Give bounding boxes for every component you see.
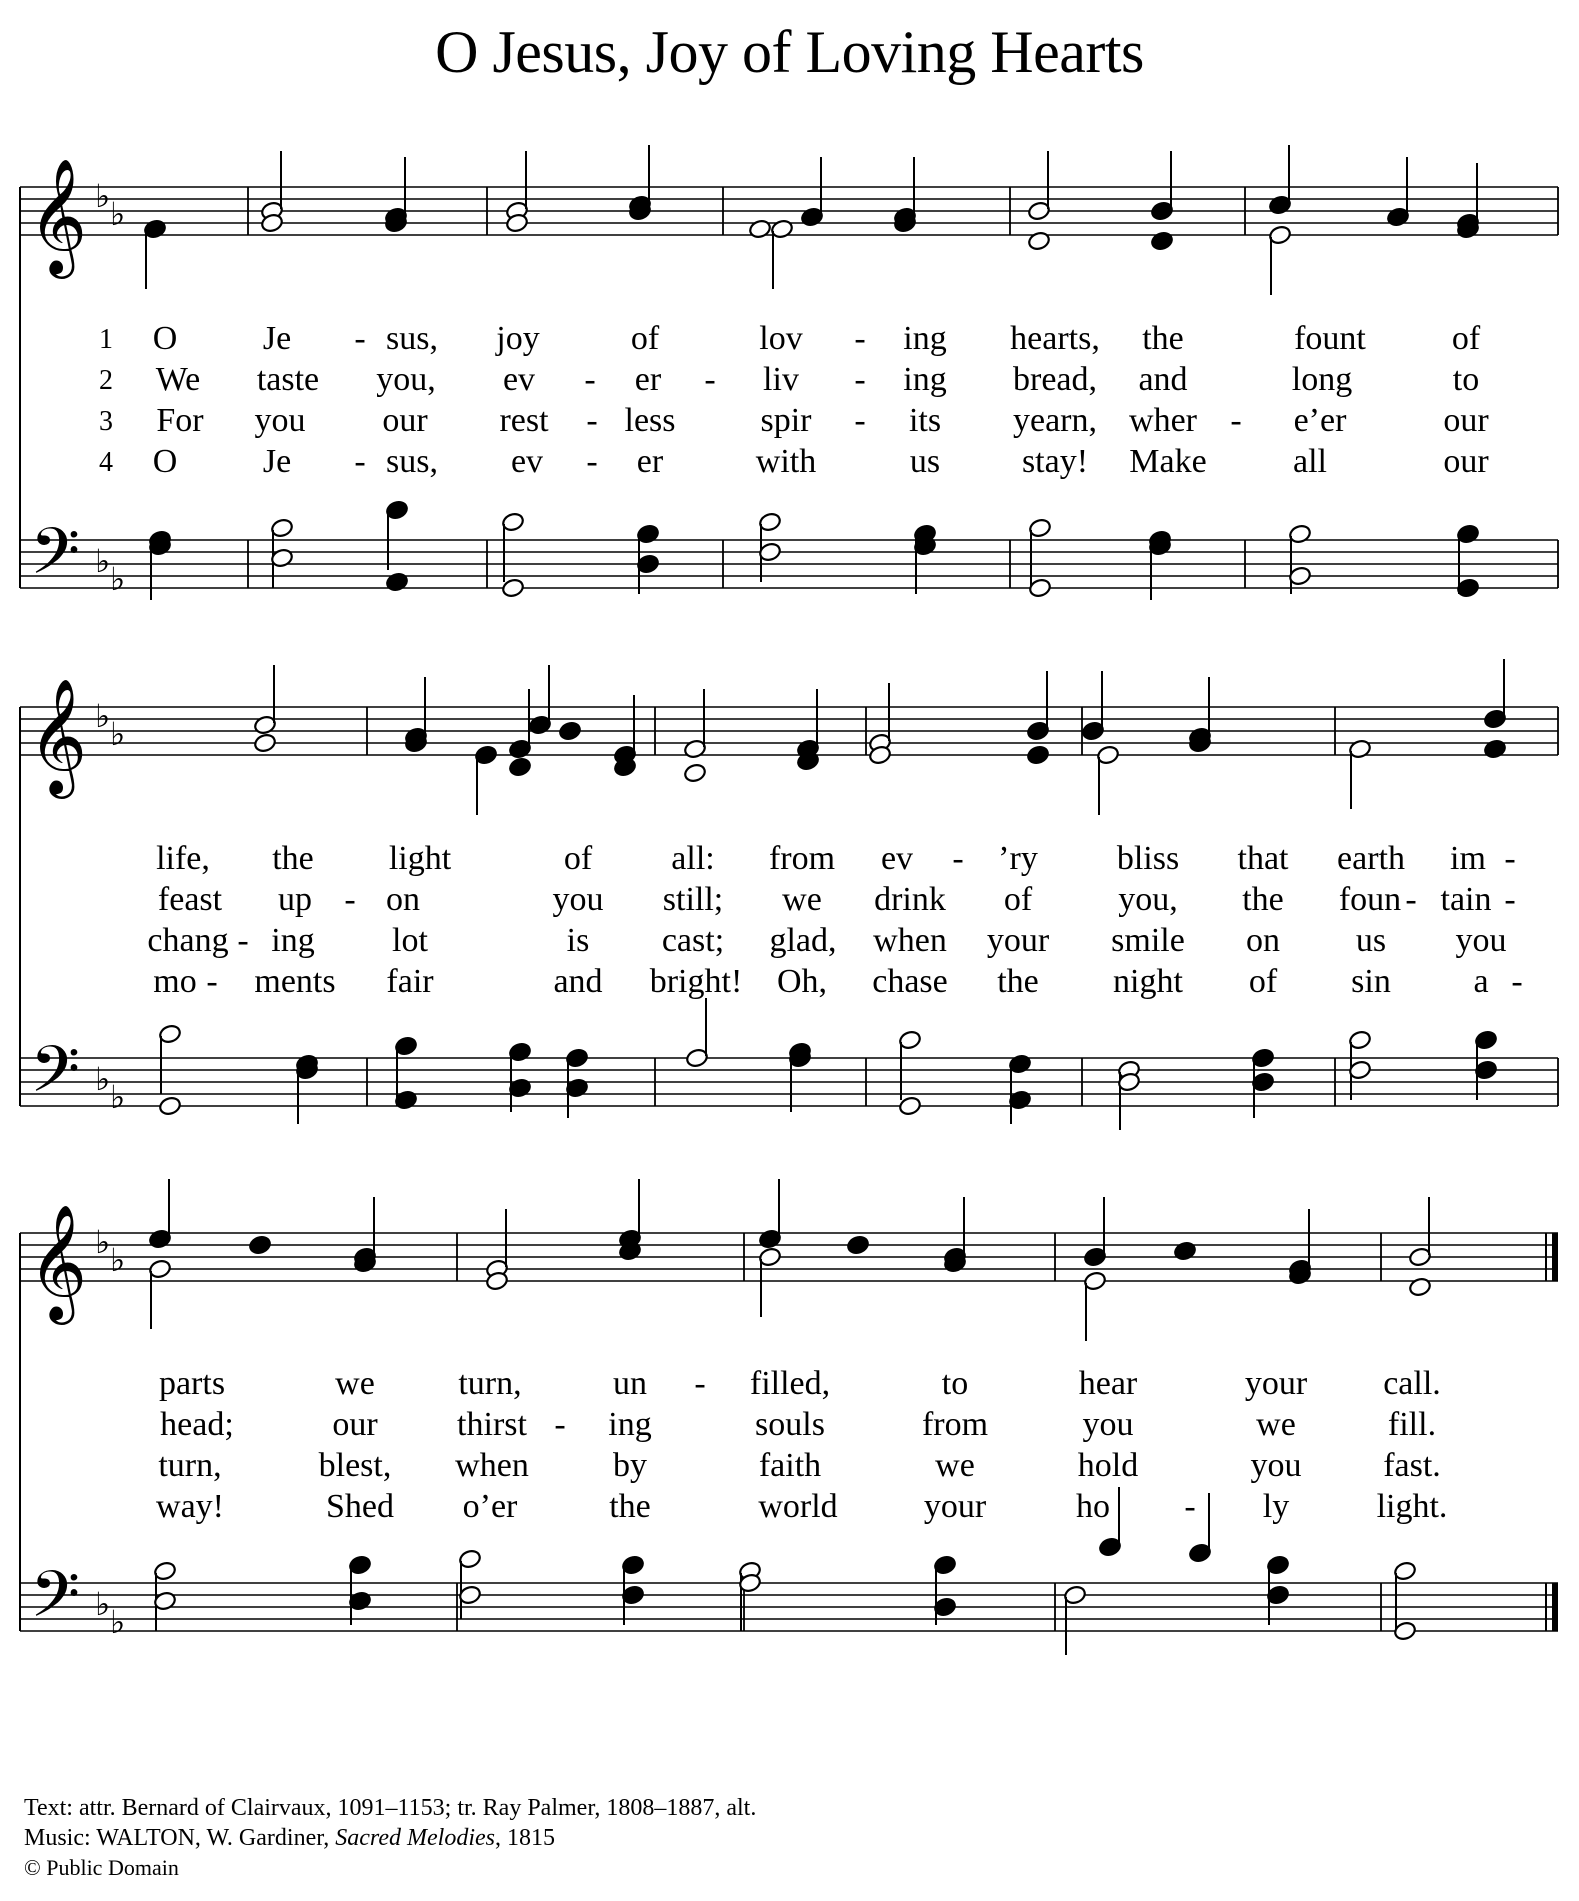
- lyric-word: -: [344, 881, 356, 918]
- verse-3-line: [0, 1447, 1579, 1487]
- lyric-word: we: [335, 1365, 375, 1402]
- treble-clef-icon: 𝄞: [28, 1203, 88, 1320]
- lyric-word: light: [388, 840, 452, 877]
- lyric-word: when: [873, 922, 947, 959]
- lyric-word: Je: [262, 443, 292, 480]
- treble-clef-icon: 𝄞: [28, 157, 88, 274]
- verse-1-line: [0, 1365, 1579, 1405]
- bass-clef-icon: 𝄢: [30, 1033, 81, 1123]
- half-note: [1408, 1277, 1432, 1298]
- lyric-word: us: [909, 443, 941, 480]
- lyric-word: way!: [156, 1488, 224, 1525]
- lyric-word: Oh,: [776, 963, 828, 1000]
- lyric-word: ev: [510, 443, 544, 480]
- lyric-word: call.: [1383, 1365, 1441, 1402]
- lyric-word: feast: [157, 881, 223, 918]
- lyric-word: chase: [872, 963, 948, 1000]
- lyric-word: -: [1405, 881, 1417, 918]
- lyric-word: bliss: [1116, 840, 1180, 877]
- lyric-word: tain: [1440, 881, 1492, 918]
- lyric-word: -: [354, 320, 366, 357]
- half-note: [253, 733, 277, 754]
- lyric-word: its: [908, 402, 942, 439]
- lyric-word: our: [1443, 443, 1489, 480]
- verse-4-line: [0, 963, 1579, 1003]
- lyric-word: liv: [763, 361, 799, 398]
- lyric-word: less: [624, 402, 676, 439]
- lyric-word: ly: [1262, 1488, 1290, 1525]
- lyric-word: your: [1244, 1365, 1308, 1402]
- music-credit-suffix: , 1815: [494, 1825, 555, 1851]
- lyric-word: ing: [608, 1406, 652, 1443]
- lyric-word: our: [1443, 402, 1489, 439]
- verse-1-line: [0, 320, 1579, 360]
- lyric-word: to: [1452, 361, 1480, 398]
- verse-number: 3: [99, 406, 113, 437]
- lyric-word: you,: [376, 361, 436, 398]
- lyric-word: -: [854, 402, 866, 439]
- flat-icon: ♭: [110, 560, 126, 598]
- lyric-word: souls: [755, 1406, 825, 1443]
- flat-icon: ♭: [95, 177, 111, 215]
- lyric-word: ing: [903, 320, 947, 357]
- lyric-word: the: [997, 963, 1039, 1000]
- lyric-word: ments: [254, 963, 336, 1000]
- lyric-word: -: [237, 922, 249, 959]
- lyric-word: faith: [758, 1447, 822, 1484]
- lyric-word: -: [354, 443, 366, 480]
- lyric-word: -: [1184, 1488, 1196, 1525]
- quarter-note: [1483, 739, 1507, 760]
- lyric-word: and: [553, 963, 603, 1000]
- text-credit: Text: attr. Bernard of Clairvaux, 1091–1153; tr. Ray Palmer, 1808–1887, alt.: [24, 1795, 757, 1821]
- lyric-word: thirst: [457, 1406, 527, 1443]
- lyric-word: -: [854, 361, 866, 398]
- lyric-word: world: [758, 1488, 838, 1525]
- quarter-note: [1026, 745, 1050, 766]
- lyric-word: Je: [262, 320, 292, 357]
- lyric-word: parts: [158, 1365, 226, 1402]
- lyric-word: ’ry: [998, 840, 1038, 877]
- lyric-word: by: [613, 1447, 647, 1484]
- flat-icon: ♭: [95, 1060, 111, 1098]
- lyric-word: fast.: [1383, 1447, 1441, 1484]
- lyric-word: of: [1451, 320, 1481, 357]
- lyric-word: the: [272, 840, 314, 877]
- lyric-word: you: [1082, 1406, 1134, 1443]
- lyric-word: you: [254, 402, 306, 439]
- lyric-word: on: [1246, 922, 1280, 959]
- verse-3-line: [0, 922, 1579, 962]
- verse-1-line: [0, 840, 1579, 880]
- credits: [24, 1793, 756, 1883]
- lyric-word: fount: [1294, 320, 1366, 357]
- lyric-word: all: [1293, 443, 1327, 480]
- half-note: [158, 1096, 182, 1117]
- lyric-word: -: [206, 963, 218, 1000]
- lyric-word: rest: [499, 402, 549, 439]
- flat-icon: ♭: [110, 1241, 126, 1279]
- half-note: [1027, 231, 1051, 252]
- lyric-word: mo: [153, 963, 197, 1000]
- lyric-word: from: [768, 840, 836, 877]
- flat-icon: ♭: [95, 1223, 111, 1261]
- lyric-word: O: [152, 320, 178, 357]
- lyric-word: -: [704, 361, 716, 398]
- quarter-note: [558, 721, 582, 742]
- lyric-word: -: [586, 402, 598, 439]
- lyric-word: ho: [1076, 1488, 1110, 1525]
- lyric-word: earth: [1337, 840, 1405, 877]
- lyric-word: wher: [1129, 402, 1197, 439]
- lyric-word: of: [563, 840, 593, 877]
- lyric-word: blest,: [318, 1447, 392, 1484]
- lyric-word: you: [1455, 922, 1507, 959]
- verse-number: 4: [99, 447, 113, 478]
- lyric-word: is: [566, 922, 590, 959]
- bass-clef-icon: 𝄢: [30, 515, 81, 605]
- lyric-word: lot: [392, 922, 428, 959]
- lyric-word: We: [155, 361, 201, 398]
- lyric-word: -: [694, 1365, 706, 1402]
- lyric-word: glad,: [769, 922, 837, 959]
- half-note: [748, 219, 772, 240]
- lyric-word: to: [941, 1365, 969, 1402]
- lyric-word: of: [630, 320, 660, 357]
- lyric-word: O: [152, 443, 178, 480]
- lyric-word: from: [921, 1406, 989, 1443]
- lyric-word: bread,: [1012, 361, 1098, 398]
- lyric-word: still;: [662, 881, 724, 918]
- lyric-word: you: [1250, 1447, 1302, 1484]
- lyric-word: of: [1248, 963, 1278, 1000]
- lyric-word: Shed: [326, 1488, 394, 1525]
- verse-number: 1: [99, 324, 113, 355]
- lyric-word: a: [1473, 963, 1489, 1000]
- verse-2-line: [0, 361, 1579, 401]
- lyric-word: stay!: [1021, 443, 1089, 480]
- lyric-word: -: [952, 840, 964, 877]
- music-credit-prefix: Music: WALTON, W. Gardiner,: [24, 1825, 336, 1851]
- lyric-word: drink: [874, 881, 946, 918]
- hymn-title: O Jesus, Joy of Loving Hearts: [435, 19, 1144, 85]
- lyric-word: turn,: [158, 1447, 222, 1484]
- bass-clef-icon: 𝄢: [30, 1558, 81, 1648]
- treble-clef-icon: 𝄞: [28, 677, 88, 794]
- lyric-word: your: [923, 1488, 987, 1525]
- lyric-word: lov: [759, 320, 803, 357]
- lyric-word: you: [552, 881, 604, 918]
- lyric-word: with: [755, 443, 817, 480]
- lyric-word: Make: [1129, 443, 1207, 480]
- lyric-word: -: [1504, 881, 1516, 918]
- lyric-word: yearn,: [1012, 402, 1098, 439]
- lyric-word: our: [382, 402, 428, 439]
- lyric-word: ev: [502, 361, 536, 398]
- flat-icon: ♭: [95, 697, 111, 735]
- lyric-word: you,: [1118, 881, 1178, 918]
- lyric-word: night: [1113, 963, 1183, 1000]
- flat-icon: ♭: [95, 542, 111, 580]
- quarter-note: [1173, 1241, 1197, 1262]
- final-bar-line: [1552, 1583, 1558, 1631]
- flat-icon: ♭: [110, 715, 126, 753]
- lyric-word: sus,: [386, 320, 438, 357]
- lyric-word: ev: [880, 840, 914, 877]
- lyric-word: head;: [160, 1406, 234, 1443]
- verse-4-line: [0, 443, 1579, 483]
- lyric-word: fair: [386, 963, 434, 1000]
- lyric-word: -: [854, 320, 866, 357]
- lyric-word: we: [1256, 1406, 1296, 1443]
- quarter-note: [846, 1235, 870, 1256]
- lyric-word: and: [1138, 361, 1188, 398]
- verse-3-line: [0, 402, 1579, 442]
- quarter-note: [1150, 231, 1174, 252]
- verse-2-line: [0, 1406, 1579, 1446]
- lyric-word: hear: [1078, 1365, 1138, 1402]
- lyric-word: -: [1230, 402, 1242, 439]
- quarter-note: [508, 757, 532, 778]
- lyric-word: ing: [903, 361, 947, 398]
- verse-2-line: [0, 881, 1579, 921]
- lyric-word: bright!: [649, 963, 743, 1000]
- lyric-word: our: [332, 1406, 378, 1443]
- lyric-word: spir: [760, 402, 812, 439]
- lyric-word: -: [586, 443, 598, 480]
- lyric-word: sin: [1351, 963, 1391, 1000]
- verse-4-line: [0, 1488, 1579, 1528]
- lyric-word: er: [634, 361, 662, 398]
- copyright: © Public Domain: [24, 1855, 179, 1880]
- lyric-word: chang: [147, 922, 229, 959]
- lyric-word: -: [1511, 963, 1523, 1000]
- music-credit: [24, 1823, 756, 1853]
- lyric-word: we: [935, 1447, 975, 1484]
- lyric-word: of: [1003, 881, 1033, 918]
- lyric-word: your: [986, 922, 1050, 959]
- lyric-word: ing: [271, 922, 315, 959]
- lyric-word: the: [1142, 320, 1184, 357]
- lyric-word: -: [1504, 840, 1516, 877]
- flat-icon: ♭: [110, 1078, 126, 1116]
- flat-icon: ♭: [110, 195, 126, 233]
- lyric-word: smile: [1111, 922, 1185, 959]
- lyric-word: foun: [1338, 881, 1402, 918]
- flat-icon: ♭: [110, 1603, 126, 1641]
- lyric-word: sus,: [386, 443, 438, 480]
- lyric-word: on: [386, 881, 420, 918]
- lyric-word: life,: [156, 840, 210, 877]
- lyric-word: hearts,: [1010, 320, 1100, 357]
- verse-number: 2: [99, 365, 113, 396]
- lyric-word: we: [782, 881, 822, 918]
- lyric-word: fill.: [1387, 1406, 1437, 1443]
- lyric-word: For: [156, 402, 204, 439]
- half-note: [683, 763, 707, 784]
- quarter-note: [248, 1235, 272, 1256]
- lyric-word: o’er: [462, 1488, 518, 1525]
- lyric-word: us: [1355, 922, 1387, 959]
- flat-icon: ♭: [95, 1585, 111, 1623]
- final-bar-line: [1552, 1233, 1558, 1281]
- lyric-word: when: [455, 1447, 529, 1484]
- lyric-word: joy: [496, 320, 540, 357]
- lyric-word: e’er: [1293, 402, 1347, 439]
- lyric-word: un: [613, 1365, 647, 1402]
- lyric-word: the: [609, 1488, 651, 1525]
- lyric-word: taste: [256, 361, 320, 398]
- lyric-word: long: [1291, 361, 1353, 398]
- lyric-word: the: [1242, 881, 1284, 918]
- lyric-word: up: [278, 881, 312, 918]
- lyric-word: -: [584, 361, 596, 398]
- lyric-word: -: [554, 1406, 566, 1443]
- lyric-word: all:: [671, 840, 715, 877]
- lyric-word: that: [1237, 840, 1289, 877]
- lyric-word: cast;: [661, 922, 725, 959]
- lyric-word: filled,: [749, 1365, 831, 1402]
- lyric-word: turn,: [458, 1365, 522, 1402]
- lyric-word: er: [636, 443, 664, 480]
- quarter-note: [385, 572, 409, 593]
- lyric-word: im: [1450, 840, 1486, 877]
- lyric-word: hold: [1077, 1447, 1139, 1484]
- music-source: Sacred Melodies: [335, 1825, 495, 1851]
- lyric-word: light.: [1376, 1488, 1448, 1525]
